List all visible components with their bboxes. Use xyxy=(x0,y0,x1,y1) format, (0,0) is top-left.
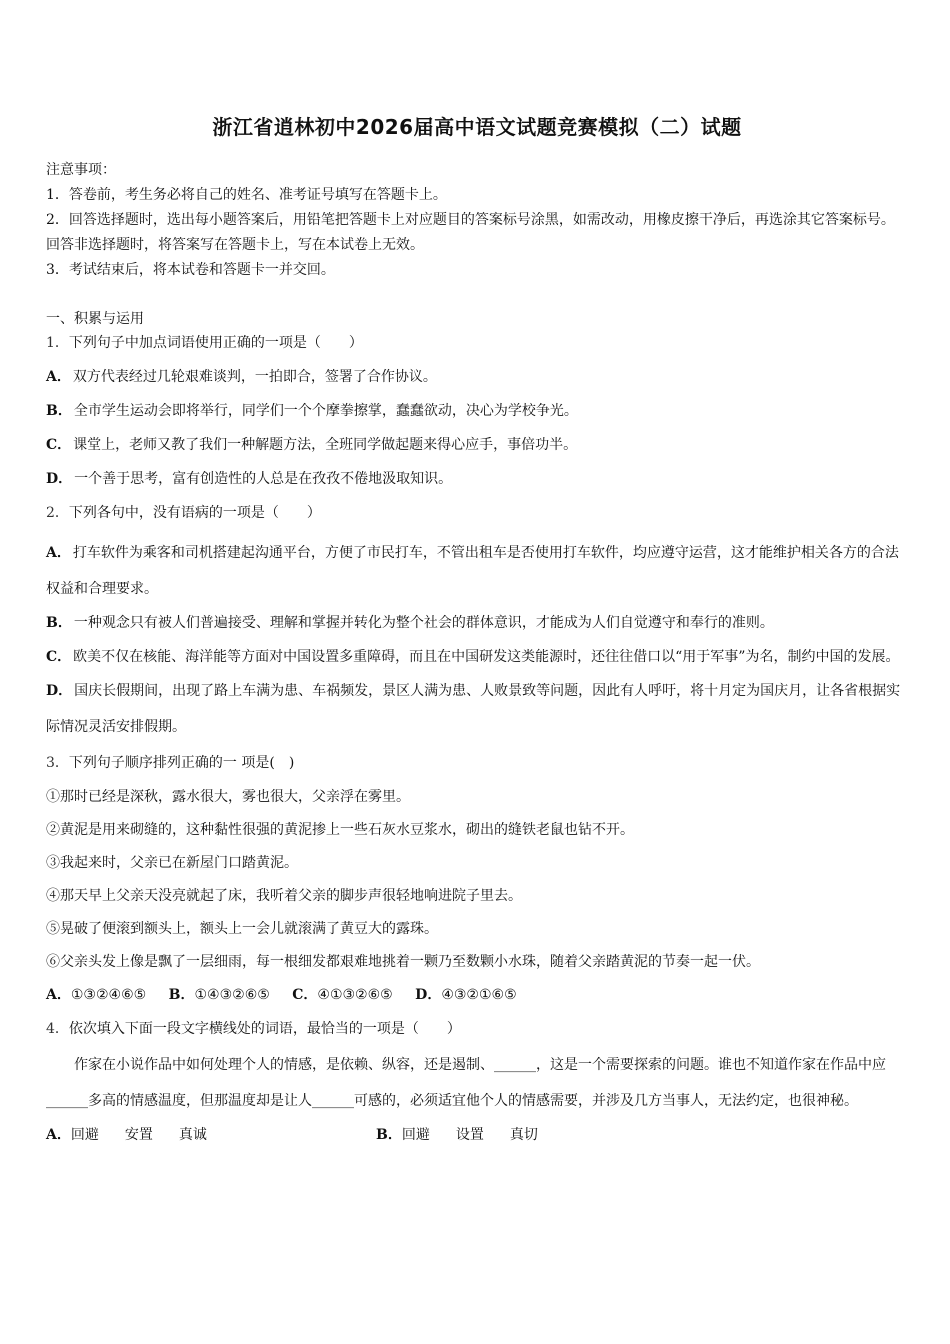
option-label: A． xyxy=(46,369,71,385)
option-label: B． xyxy=(46,615,72,631)
option-label: A． xyxy=(46,545,71,561)
q4-passage: 作家在小说作品中如何处理个人的情感，是依赖、纵容，还是遏制、______，这是一个需要探索的问题。谁也不知道作家在作品中应______多高的情感温度，但那温度却是让人______可感的，必须适宜他个人的情感需要，并涉及几方当事人，无法约定，也很神秘。 xyxy=(46,1057,886,1109)
question-number: 1． xyxy=(46,335,69,351)
option-text: ①④③②⑥⑤ xyxy=(194,987,270,1003)
q3-sentence-2: ②黄泥是用来砌缝的，这种黏性很强的黄泥掺上一些石灰水豆浆水，砌出的缝铁老鼠也钻不开。 xyxy=(46,822,634,838)
option-label: D． xyxy=(46,471,73,487)
notice-heading: 注意事项： xyxy=(46,162,116,178)
option-text: 国庆长假期间，出现了路上车满为患、车祸频发，景区人满为患、人败景致等问题，因此有人呼吁，将十月定为国庆月，让各省根据实际情况灵活安排假期。 xyxy=(46,683,901,735)
notice-block xyxy=(46,158,908,283)
option-label: B． xyxy=(168,987,195,1003)
option-text: ①③②④⑥⑤ xyxy=(70,987,147,1003)
q3-choice-a xyxy=(46,987,146,1003)
q1-option-a xyxy=(46,365,908,389)
option-label: C． xyxy=(292,987,318,1003)
question-1-stem xyxy=(46,331,908,355)
option-label: A． xyxy=(46,1127,71,1143)
q2-option-a xyxy=(46,535,908,607)
option-text: ④③②①⑥⑤ xyxy=(441,987,517,1003)
q1-option-d xyxy=(46,467,908,491)
q3-sentence-5: ⑤晃破了便滚到额头上，额头上一会儿就滚满了黄豆大的露珠。 xyxy=(46,921,438,937)
question-text: 依次填入下面一段文字横线处的词语，最恰当的一项是（ ） xyxy=(68,1021,461,1037)
option-text: 全市学生运动会即将举行，同学们一个个摩拳擦掌，蠢蠢欲动，决心为学校争光。 xyxy=(73,403,578,419)
q4-choice-a xyxy=(46,1123,227,1147)
notice-item: 2．回答选择题时，选出每小题答案后，用铅笔把答题卡上对应题目的答案标号涂黑，如需改动，用橡皮擦干净后，再选涂其它答案标号。回答非选择题时，将答案写在答题卡上，写在本试卷上无效。 xyxy=(46,212,895,253)
option-text: 一个善于思考，富有创造性的人总是在孜孜不倦地汲取知识。 xyxy=(74,471,453,487)
q3-sentence-4: ④那天早上父亲天没亮就起了床，我听着父亲的脚步声很轻地响进院子里去。 xyxy=(46,888,522,904)
option-label: C． xyxy=(46,649,72,665)
page-title: 浙江省逍林初中2026届高中语文试题竞赛模拟（二）试题 xyxy=(212,115,742,139)
option-text: 欧美不仅在核能、海洋能等方面对中国设置多重障碍，而且在中国研发这类能源时，还往往借口以“用于军事”为名，制约中国的发展。 xyxy=(73,649,900,665)
section-title: 一、积累与运用 xyxy=(46,311,144,327)
option-label: A． xyxy=(46,987,71,1003)
q2-option-c xyxy=(46,639,908,675)
exam-page xyxy=(46,110,908,1147)
q2-option-b xyxy=(46,605,908,641)
question-number: 3． xyxy=(46,755,69,771)
option-word: 回避 xyxy=(401,1127,430,1143)
question-text: 下列句子中加点词语使用正确的一项是（ ） xyxy=(68,335,363,351)
option-label: B． xyxy=(376,1127,402,1143)
option-label: D． xyxy=(46,683,73,699)
q3-choice-c xyxy=(292,987,392,1003)
option-text: 打车软件为乘客和司机搭建起沟通平台，方便了市民打车，不管出租车是否使用打车软件，均应遵守运营，这才能维护相关各方的合法权益和合理要求。 xyxy=(46,545,899,597)
q3-choice-b xyxy=(169,987,270,1003)
question-2-stem xyxy=(46,501,908,525)
q3-sentence-3: ③我起来时，父亲已在新屋门口踏黄泥。 xyxy=(46,855,298,871)
option-word: 设置 xyxy=(455,1127,484,1143)
q3-choice-d xyxy=(415,987,516,1003)
notice-item: 1．答卷前，考生务必将自己的姓名、准考证号填写在答题卡上。 xyxy=(46,187,447,203)
question-text: 下列句子顺序排列正确的一 项是( ) xyxy=(68,755,295,771)
option-text: ④①③②⑥⑤ xyxy=(317,987,393,1003)
option-word: 真诚 xyxy=(178,1127,207,1143)
q4-choices xyxy=(46,1123,908,1147)
question-3-stem xyxy=(46,751,908,775)
question-number: 4． xyxy=(46,1021,69,1037)
question-text: 下列各句中，没有语病的一项是（ ） xyxy=(68,505,321,521)
q1-option-c xyxy=(46,433,908,457)
option-label: D． xyxy=(415,987,442,1003)
question-number: 2． xyxy=(46,505,69,521)
option-label: C． xyxy=(46,437,72,453)
option-text: 一种观念只有被人们普遍接受、理解和掌握并转化为整个社会的群体意识，才能成为人们自觉遵守和奉行的准则。 xyxy=(73,615,774,631)
q1-option-b xyxy=(46,399,908,423)
option-label: B． xyxy=(46,403,72,419)
option-text: 双方代表经过几轮艰难谈判，一拍即合，签署了合作协议。 xyxy=(72,369,437,385)
option-text: 课堂上，老师又教了我们一种解题方法，全班同学做起题来得心应手，事倍功半。 xyxy=(73,437,578,453)
q2-option-d xyxy=(46,673,908,745)
q3-choices xyxy=(46,983,908,1007)
notice-item: 3．考试结束后，将本试卷和答题卡一并交回。 xyxy=(46,262,335,278)
q4-choice-b xyxy=(376,1123,558,1147)
option-word: 安置 xyxy=(124,1127,153,1143)
q3-sentence-6: ⑥父亲头发上像是飘了一层细雨，每一根细发都艰难地挑着一颗乃至数颗小水珠，随着父亲踏黄泥的节奏一起一伏。 xyxy=(46,954,760,970)
option-word: 真切 xyxy=(509,1127,538,1143)
question-4-stem xyxy=(46,1017,908,1041)
option-word: 回避 xyxy=(70,1127,99,1143)
q3-sentence-1: ①那时已经是深秋，露水很大，雾也很大，父亲浮在雾里。 xyxy=(46,789,410,805)
